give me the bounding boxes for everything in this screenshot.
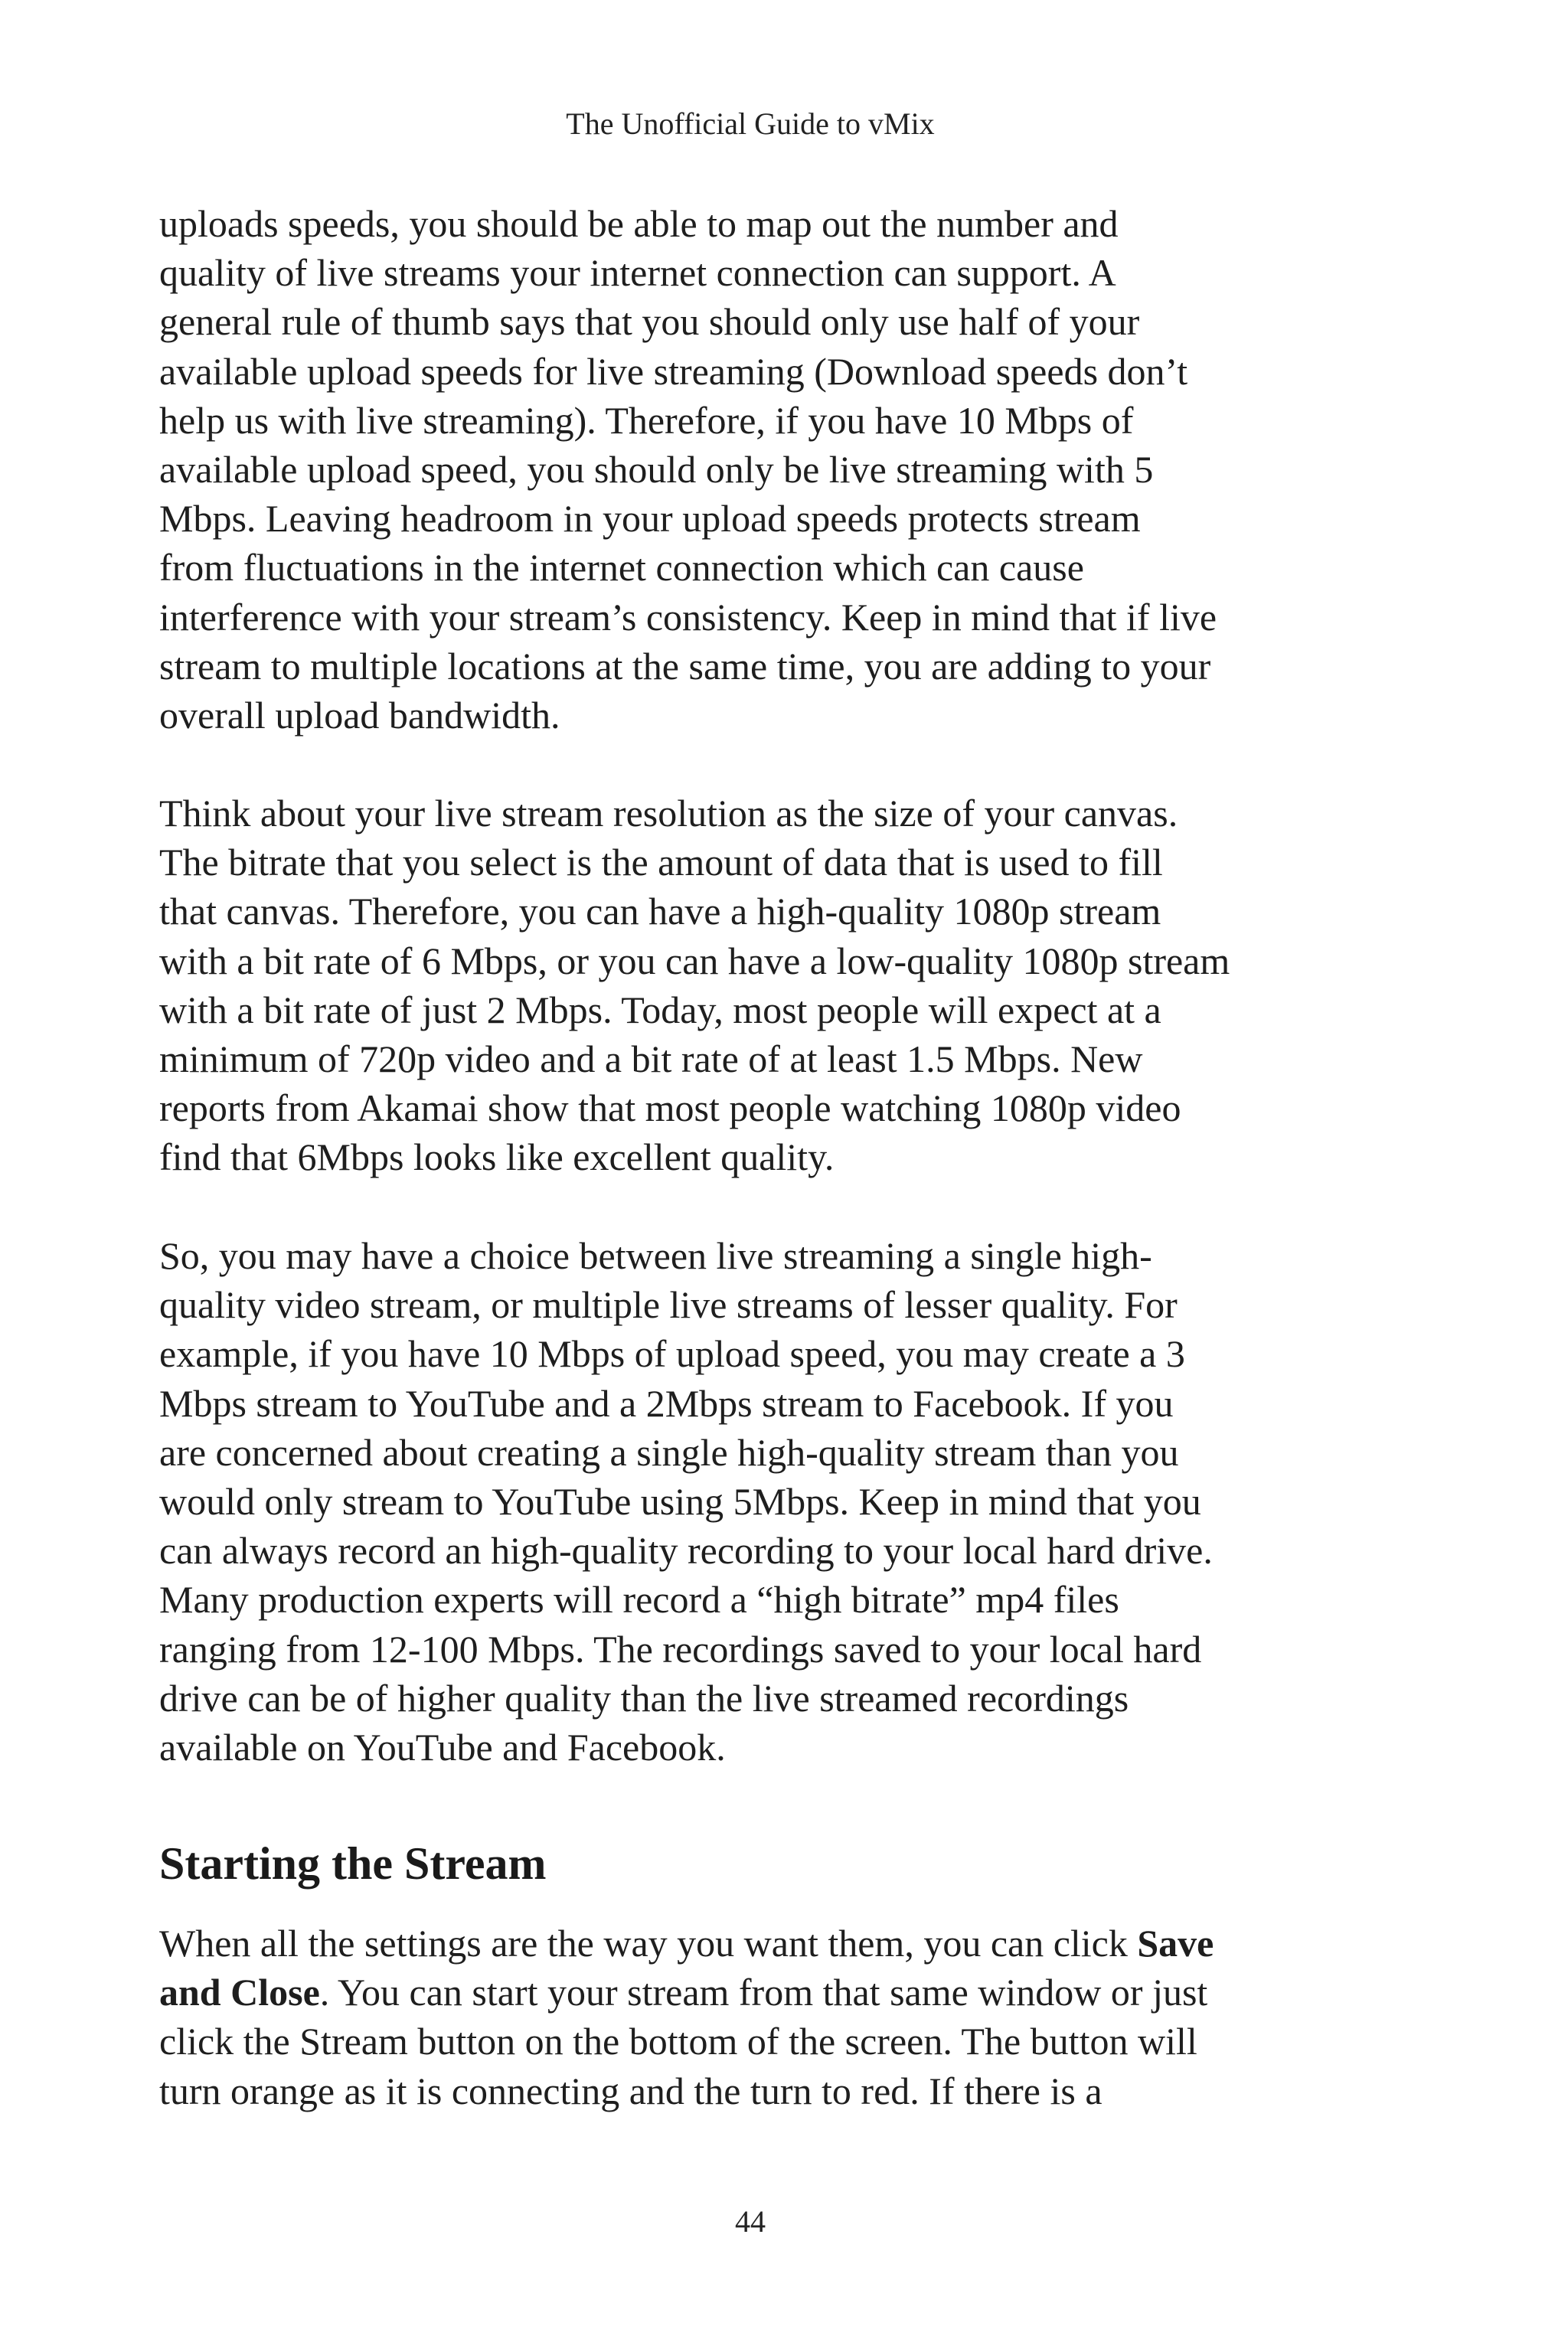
text-run: When all the settings are the way you want them, you can click	[159, 1922, 1138, 1965]
body-paragraph-starting-stream	[159, 1919, 1354, 2115]
text-line	[159, 1968, 1354, 2017]
text-line: stream to multiple locations at the same time, you are adding to your	[159, 644, 1211, 688]
bold-term-and-close: and Close	[159, 1971, 320, 2014]
text-line: click the Stream button on the bottom of the screen. The button will	[159, 2020, 1197, 2063]
text-line: with a bit rate of 6 Mbps, or you can have a low-quality 1080p stream	[159, 939, 1230, 982]
text-line: So, you may have a choice between live streaming a single high-	[159, 1234, 1152, 1277]
bold-term-save: Save	[1137, 1922, 1214, 1965]
text-line: find that 6Mbps looks like excellent quality.	[159, 1135, 835, 1179]
text-line: ranging from 12-100 Mbps. The recordings saved to your local hard	[159, 1627, 1202, 1671]
text-run: . You can start your stream from that same window or just	[319, 1971, 1208, 2014]
text-line: help us with live streaming). Therefore, if you have 10 Mbps of	[159, 398, 1134, 442]
text-line: available on YouTube and Facebook.	[159, 1726, 726, 1769]
text-line: The bitrate that you select is the amount of data that is used to fill	[159, 841, 1163, 884]
text-line: overall upload bandwidth.	[159, 694, 560, 737]
text-line: uploads speeds, you should be able to map out the number and	[159, 202, 1119, 245]
text-line: Mbps stream to YouTube and a 2Mbps stream to Facebook. If you	[159, 1381, 1174, 1425]
text-line	[159, 1919, 1354, 1968]
body-paragraph-stream-choice	[159, 1231, 1354, 1772]
text-line: are concerned about creating a single high-quality stream than you	[159, 1430, 1179, 1474]
text-line: example, if you have 10 Mbps of upload speed, you may create a 3	[159, 1332, 1185, 1376]
text-line: Think about your live stream resolution as the size of your canvas.	[159, 792, 1178, 835]
text-line: quality video stream, or multiple live streams of lesser quality. For	[159, 1283, 1178, 1327]
section-heading: Starting the Stream	[159, 1838, 547, 1889]
text-line: that canvas. Therefore, you can have a high-quality 1080p stream	[159, 890, 1161, 933]
text-line: interference with your stream’s consistency. Keep in mind that if live	[159, 595, 1217, 639]
text-line: quality of live streams your internet connection can support. A	[159, 251, 1116, 295]
running-header: The Unofficial Guide to vMix	[566, 106, 935, 141]
text-line: would only stream to YouTube using 5Mbps. Keep in mind that you	[159, 1480, 1201, 1524]
body-paragraph-resolution-bitrate	[159, 789, 1354, 1182]
text-line: general rule of thumb says that you should only use half of your	[159, 300, 1140, 344]
text-line: can always record an high-quality recording to your local hard drive.	[159, 1529, 1213, 1573]
text-line: available upload speeds for live streaming (Download speeds don’t	[159, 349, 1188, 393]
text-line: Mbps. Leaving headroom in your upload speeds protects stream	[159, 497, 1141, 541]
text-line: turn orange as it is connecting and the turn to red. If there is a	[159, 2069, 1102, 2112]
text-line: from fluctuations in the internet connection which can cause	[159, 546, 1084, 590]
text-line: drive can be of higher quality than the live streamed recordings	[159, 1676, 1129, 1720]
page-number: 44	[735, 2204, 766, 2239]
text-line: minimum of 720p video and a bit rate of at least 1.5 Mbps. New	[159, 1037, 1143, 1081]
text-line: available upload speed, you should only be live streaming with 5	[159, 448, 1154, 492]
text-line: with a bit rate of just 2 Mbps. Today, most people will expect at a	[159, 988, 1161, 1031]
text-line: reports from Akamai show that most people watching 1080p video	[159, 1086, 1181, 1130]
text-line: Many production experts will record a “high bitrate” mp4 files	[159, 1578, 1119, 1622]
body-paragraph-upload-speeds	[159, 199, 1354, 740]
